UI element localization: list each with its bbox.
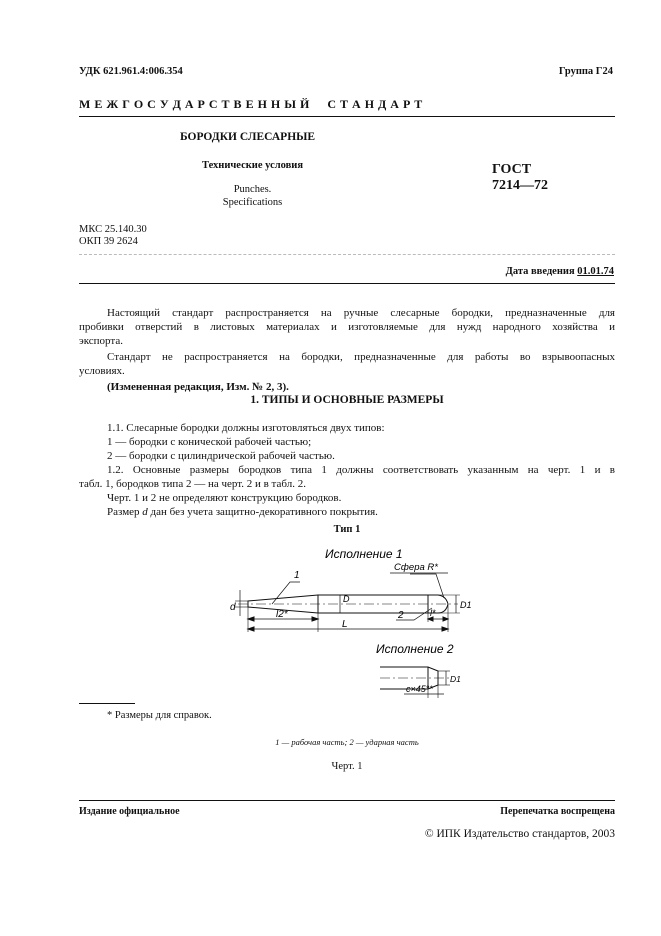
exec-2-label: Исполнение 2 xyxy=(376,642,454,656)
footnote: * Размеры для справок. xyxy=(107,710,212,721)
punch-drawing xyxy=(200,540,490,705)
interstate-standard-banner: М Е Ж Г О С У Д А Р С Т В Е Н Н Ы Й С Т А Н Д А Р Т xyxy=(79,97,423,111)
body-text xyxy=(79,306,615,394)
size-d-var: d xyxy=(142,506,148,518)
banner-rule xyxy=(79,116,615,117)
type-2-item: 2 — бородки с цилиндрической рабочей частью. xyxy=(107,450,335,462)
section-text xyxy=(79,421,615,519)
type-1-label: Тип 1 xyxy=(333,524,361,535)
size-d-post: дан без учета защитно-декоративного покрытия. xyxy=(147,506,378,518)
sphere-label: Сфера R* xyxy=(394,562,438,573)
gost-number: 7214—72 xyxy=(492,178,548,193)
label-working-part: 1 xyxy=(294,570,300,581)
codes-rule xyxy=(79,254,615,255)
figure-legend: 1 — рабочая часть; 2 — ударная часть xyxy=(275,737,419,747)
dim-l-text: l* xyxy=(430,608,436,618)
document-title: БОРОДКИ СЛЕСАРНЫЕ xyxy=(180,131,316,143)
okp-code: ОКП 39 2624 xyxy=(79,236,138,247)
section-title: 1. ТИПЫ И ОСНОВНЫЕ РАЗМЕРЫ xyxy=(250,394,444,406)
mks-code: МКС 25.140.30 xyxy=(79,224,147,235)
leader-1 xyxy=(272,582,300,604)
sphere-leader xyxy=(410,574,444,598)
english-title-line2: Specifications xyxy=(222,197,283,208)
reprint-forbidden: Перепечатка воспрещена xyxy=(500,806,615,817)
intro-date xyxy=(506,266,614,277)
para1-line2: пробивки отверстий в листовых материалах и изготовляемые для нужд народного хозяйства и xyxy=(79,321,615,333)
dim-L-text: L xyxy=(342,619,348,630)
para1-line1: Настоящий стандарт распространяется на ручные слесарные бородки, предназначенные для xyxy=(107,307,615,319)
dim-D-text: D xyxy=(343,594,350,604)
size-d-pre: Размер xyxy=(107,506,143,518)
dim-c-text: c×45°* xyxy=(406,684,433,694)
exec-1-label: Исполнение 1 xyxy=(325,547,403,561)
size-d-note xyxy=(107,505,615,519)
english-title-line1: Punches. xyxy=(233,184,272,195)
para2-line2: условиях. xyxy=(79,365,125,377)
figure-caption: Черт. 1 xyxy=(331,761,363,772)
document-subtitle: Технические условия xyxy=(201,160,304,171)
clause-1-1: 1.1. Слесарные бородки должны изготовляться двух типов: xyxy=(107,422,385,434)
drawing-note: Черт. 1 и 2 не определяют конструкцию бородков. xyxy=(107,492,342,504)
footnote-rule xyxy=(79,703,135,704)
clause-1-2-line2: табл. 1, бородков типа 2 — на черт. 2 и в табл. 2. xyxy=(79,478,306,490)
group-code: Группа Г24 xyxy=(558,66,613,77)
intro-date-label: Дата введения xyxy=(505,266,575,277)
amendment-note: (Измененная редакция, Изм. № 2, 3). xyxy=(107,381,289,393)
label-striking-part: 2 xyxy=(398,610,404,621)
dim-l2-text: l2* xyxy=(276,609,288,620)
udk-code: УДК 621.961.4:006.354 xyxy=(79,66,183,77)
official-edition: Издание официальное xyxy=(79,806,180,817)
dim-d-text: d xyxy=(230,602,236,613)
intro-date-value: 01.01.74 xyxy=(577,266,614,277)
para2-line1: Стандарт не распространяется на бородки, предназначенные для работы во взрывоопасных xyxy=(107,351,615,363)
dim-D1-text: D1 xyxy=(460,600,472,610)
footer-rule xyxy=(79,800,615,801)
copyright: © ИПК Издательство стандартов, 2003 xyxy=(424,828,615,840)
dim-D1b-text: D1 xyxy=(450,674,461,684)
intro-rule xyxy=(79,283,615,284)
gost-label: ГОСТ xyxy=(492,162,532,177)
type-1-item: 1 — бородки с конической рабочей частью; xyxy=(107,436,312,448)
clause-1-2-line1: 1.2. Основные размеры бородков типа 1 должны соответствовать указанным на черт. 1 и в xyxy=(107,464,615,476)
para1-line3: экспорта. xyxy=(79,335,123,347)
